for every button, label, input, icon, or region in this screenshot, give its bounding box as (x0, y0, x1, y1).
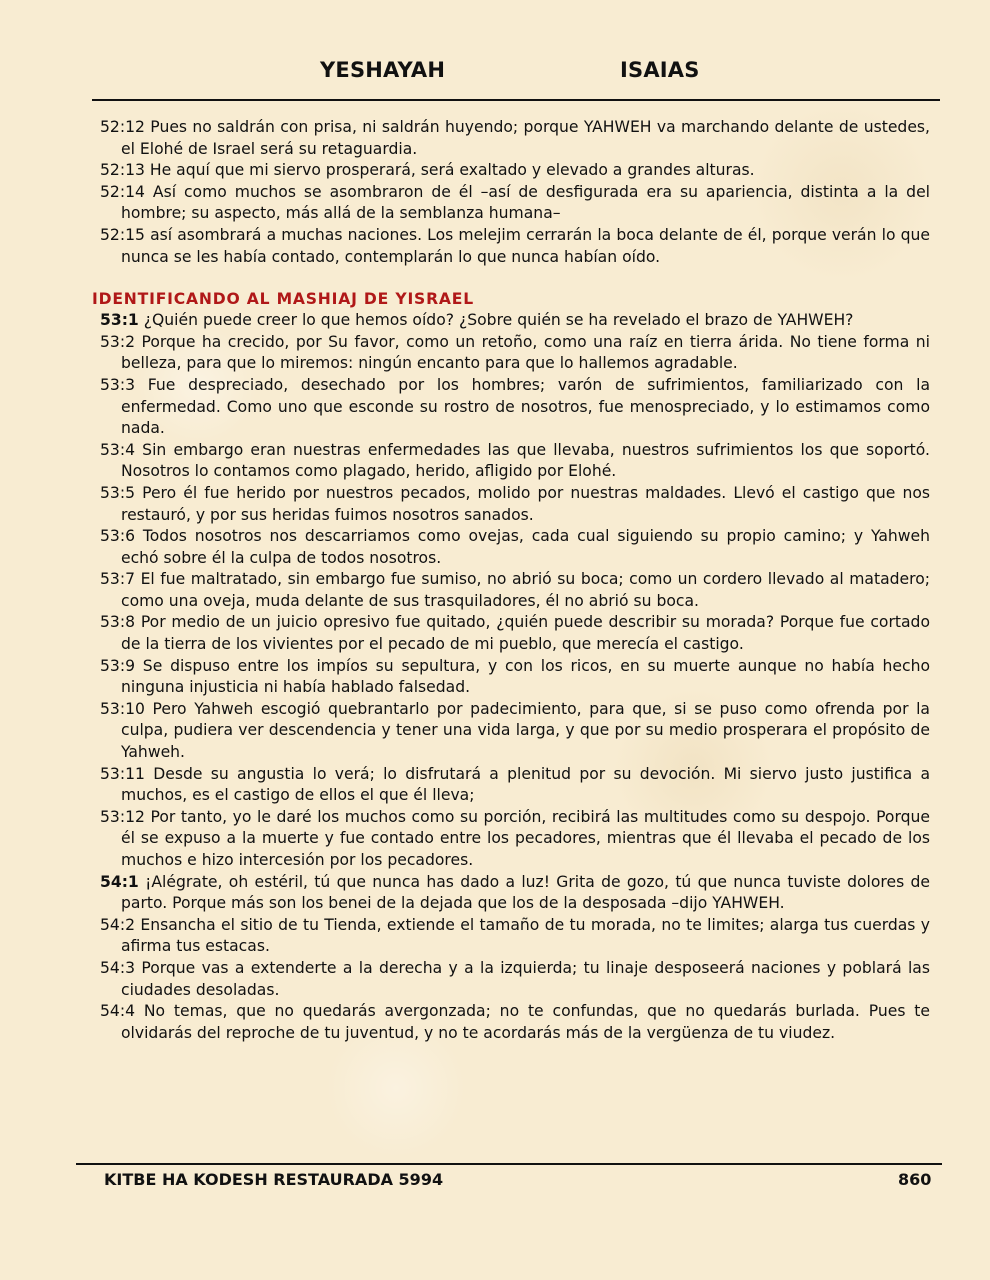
verse-text: ¿Quién puede creer lo que hemos oído? ¿Sobre quién se ha revelado el brazo de YAHWEH? (138, 311, 854, 330)
verse-text: ¡Alégrate, oh estéril, tú que nunca has dado a luz! Grita de gozo, tú que nunca tuviste dolores de parto. Porque más son los benei de la dejada que los de la desposada –dijo YAHWEH. (121, 872, 930, 913)
verse-reference: 53:4 (100, 440, 136, 459)
verse-text: No temas, que no quedarás avergonzada; no te confundas, que no quedarás burlada. Pues te olvidarás del reproche de tu juventud, y no te acordarás más de la vergüenza de tu viudez. (121, 1002, 930, 1042)
verse-reference: 53:5 (100, 483, 136, 502)
verse (100, 699, 930, 764)
verse (100, 483, 930, 526)
verse-text: Pero Yahweh escogió quebrantarlo por padecimiento, para que, si se puso como ofrenda por la culpa, pudiera ver descendencia y tener una vida larga, y que por su medio prosperara el propósito de Yahweh. (121, 699, 930, 762)
verse-text: Así como muchos se asombraron de él –así de desfigurada era su apariencia, distinta a la del hombre; su aspecto, más allá de la semblanza humana– (121, 182, 930, 223)
verse-reference: 53:6 (100, 527, 136, 546)
header-book-hebrew: YESHAYAH (320, 58, 446, 82)
verse (100, 160, 930, 182)
verse-text: Porque ha crecido, por Su favor, como un retoño, como una raíz en tierra árida. No tiene forma ni belleza, para que lo miremos: ningún encanto para que lo hallemos agradable. (121, 332, 930, 373)
verse (100, 915, 930, 958)
verse (100, 656, 930, 699)
page-body (92, 117, 930, 1044)
verse (100, 375, 930, 440)
verse-reference: 54:2 (100, 915, 136, 934)
verse-reference: 53:8 (100, 613, 136, 632)
page-header (0, 58, 990, 90)
verse (100, 182, 930, 225)
verse-text: Ensancha el sitio de tu Tienda, extiende el tamaño de tu morada, no te limites; alarga tus cuerdas y afirma tus estacas. (121, 915, 930, 956)
header-rule (92, 99, 940, 101)
page-number: 860 (898, 1170, 932, 1189)
verse-text: He aquí que mi siervo prosperará, será exaltado y elevado a grandes alturas. (144, 161, 755, 180)
verses-chapter-52 (100, 117, 930, 268)
verse-reference: 52:13 (100, 161, 145, 180)
verse-text: Por medio de un juicio opresivo fue quitado, ¿quién puede describir su morada? Porque fue cortado de la tierra de los vivientes por el pecado de mi pueblo, que merecía el castigo. (121, 613, 930, 654)
verse (100, 807, 930, 872)
verse (100, 526, 930, 569)
verse-text: Se dispuso entre los impíos su sepultura, y con los ricos, en su muerte aunque no había hecho ninguna injusticia ni había hablado falsedad. (121, 656, 930, 697)
verse-text: Todos nosotros nos descarriamos como ovejas, cada cual siguiendo su propio camino; y Yahweh echó sobre él la culpa de todos nosotros. (121, 527, 930, 567)
verse-reference: 52:12 (100, 118, 145, 136)
verse (100, 440, 930, 483)
verse (100, 225, 930, 268)
verse-reference: 53:12 (100, 807, 145, 826)
verse-text: Porque vas a extenderte a la derecha y a la izquierda; tu linaje desposeerá naciones y poblará las ciudades desoladas. (121, 958, 930, 999)
footer-title: KITBE HA KODESH RESTAURADA 5994 (104, 1170, 444, 1189)
verse (100, 612, 930, 655)
verse-text: El fue maltratado, sin embargo fue sumiso, no abrió su boca; como un cordero llevado al matadero; como una oveja, muda delante de sus trasquiladores, él no abrió su boca. (121, 570, 930, 610)
verse-reference: 52:14 (100, 182, 145, 201)
verse-text: Pues no saldrán con prisa, ni saldrán huyendo; porque YAHWEH va marchando delante de ustedes, el Elohé de Israel será su retaguardia. (121, 118, 930, 158)
section-gap (100, 268, 930, 288)
verse-reference: 53:10 (100, 699, 145, 718)
verse-reference: 53:2 (100, 332, 136, 351)
verse (100, 1001, 930, 1044)
header-book-spanish: ISAIAS (620, 58, 700, 82)
verse (100, 569, 930, 612)
verse-reference: 53:9 (100, 656, 136, 675)
verse-text: así asombrará a muchas naciones. Los melejim cerrarán la boca delante de él, porque verán lo que nunca se les había contado, contemplarán lo que nunca habían oído. (121, 225, 930, 266)
verse (100, 310, 930, 332)
verse-reference: 53:11 (100, 764, 145, 783)
verses-chapter-53-54 (100, 310, 930, 1044)
verse-reference: 54:3 (100, 958, 136, 977)
verse (100, 872, 930, 915)
verse-text: Pero él fue herido por nuestros pecados, molido por nuestras maldades. Llevó el castigo que nos restauró, y por sus heridas fuimos nosotros sanados. (121, 483, 930, 524)
verse-text: Sin embargo eran nuestras enfermedades las que llevaba, nuestros sufrimientos los que soportó. Nosotros lo contamos como plagado, herido, afligido por Elohé. (121, 440, 930, 481)
verse-reference: 54:4 (100, 1002, 136, 1021)
verse-reference: 52:15 (100, 225, 145, 244)
verse-reference: 53:7 (100, 570, 136, 589)
verse-text: Fue despreciado, desechado por los hombres; varón de sufrimientos, familiarizado con la enfermedad. Como uno que esconde su rostro de nosotros, fue menospreciado, y lo estimamos como nada. (121, 375, 930, 438)
verse (100, 332, 930, 375)
verse-text: Por tanto, yo le daré los muchos como su porción, recibirá las multitudes como su despojo. Porque él se expuso a la muerte y fue contado entre los pecadores, mientras que él llevaba el pecado de los muchos e hizo intercesión por los pecadores. (121, 807, 930, 869)
verse-text: Desde su angustia lo verá; lo disfrutará a plenitud por su devoción. Mi siervo justo justifica a muchos, es el castigo de ellos el que él lleva; (121, 764, 930, 805)
verse (100, 117, 930, 160)
verse (100, 958, 930, 1001)
section-title: IDENTIFICANDO AL MASHIAJ DE YISRAEL (92, 290, 474, 309)
verse-reference: 53:1 (100, 311, 139, 330)
verse-reference: 54:1 (100, 872, 139, 891)
verse-reference: 53:3 (100, 375, 136, 394)
footer-rule (76, 1163, 942, 1165)
verse (100, 764, 930, 807)
